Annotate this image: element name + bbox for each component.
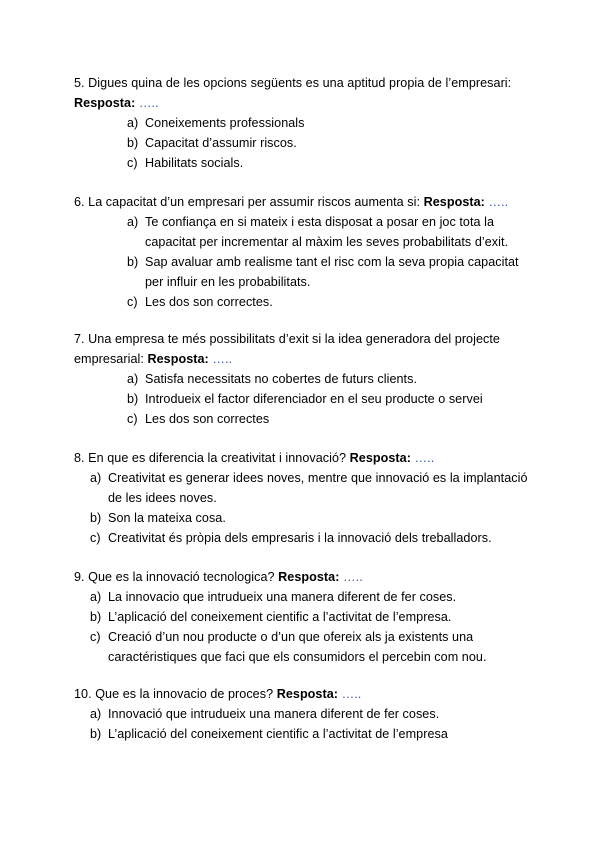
question-prompt-continued: empresarial: Resposta: …..	[74, 352, 233, 366]
answer-blank: …..	[135, 96, 159, 110]
option-c: c) Habilitats socials.	[127, 156, 244, 170]
question-8	[74, 448, 544, 548]
answer-line	[74, 93, 544, 113]
response-label: Resposta:	[147, 352, 209, 366]
option-a: a) Satisfa necessitats no cobertes de futurs clients.	[127, 372, 418, 386]
option-a: a) Innovació que intrudueix una manera diferent de fer coses.	[90, 707, 440, 721]
response-label: Resposta:	[423, 195, 485, 209]
option-a: a) Coneixements professionals	[127, 116, 305, 130]
option-c: c) Creació d’un nou producte o d’un que ofereix als ja existents una caractéristiques que faci que els consumidors el percebin com nou.	[90, 630, 487, 664]
answer-blank: …..	[484, 195, 509, 209]
question-prompt: 7. Una empresa te més possibilitats d’exit si la idea generadora del projecte	[74, 332, 500, 346]
question-prompt: 9. Que es la innovació tecnologica? Resposta: …..	[74, 570, 363, 584]
response-label: Resposta:	[278, 570, 340, 584]
response-label: Resposta:	[74, 96, 136, 110]
answer-blank: …..	[208, 352, 233, 366]
option-c: c) Les dos son correctes.	[127, 295, 273, 309]
question-prompt: 8. En que es diferencia la creativitat i innovació? Resposta: …..	[74, 451, 435, 465]
option-a: a) Creativitat es generar idees noves, mentre que innovació es la implantació de les idees noves.	[90, 471, 528, 505]
answer-blank: …..	[410, 451, 435, 465]
question-6	[74, 192, 544, 312]
option-a: a) La innovacio que intrudueix una manera diferent de fer coses.	[90, 590, 457, 604]
response-label: Resposta:	[349, 451, 411, 465]
answer-blank: …..	[338, 687, 362, 701]
question-9	[74, 567, 544, 667]
question-prompt: 10. Que es la innovacio de proces? Resposta: …..	[74, 687, 362, 701]
option-c: c) Creativitat és pròpia dels empresaris i la innovació dels treballadors.	[90, 531, 492, 545]
question-prompt: 6. La capacitat d’un empresari per assumir riscos aumenta si: Resposta: …..	[74, 195, 509, 209]
answer-blank: …..	[339, 570, 363, 584]
question-7	[74, 329, 544, 429]
option-b: b) Sap avaluar amb realisme tant el risc com la seva propia capacitat per influir en les probabilitats.	[127, 255, 519, 289]
question-prompt: 5. Digues quina de les opcions següents es una aptitud propia de l’empresari:	[74, 76, 512, 90]
option-b: b) Introdueix el factor diferenciador en el seu producte o servei	[127, 392, 483, 406]
option-b: b) Son la mateixa cosa.	[90, 511, 226, 525]
response-label: Resposta:	[276, 687, 339, 701]
option-b: b) L’aplicació del coneixement cientific a l’activitat de l’empresa.	[90, 610, 452, 624]
option-c: c) Les dos son correctes	[127, 412, 270, 426]
question-5	[74, 73, 544, 173]
option-a: a) Te confiança en si mateix i esta disposat a posar en joc tota la capacitat per incrementar al màxim les seves probabilitats d’exit.	[127, 215, 509, 249]
question-10	[74, 684, 544, 744]
option-b: b) Capacitat d’assumir riscos.	[127, 136, 297, 150]
option-b: b) L’aplicació del coneixement cientific a l’activitat de l’empresa	[90, 727, 448, 741]
